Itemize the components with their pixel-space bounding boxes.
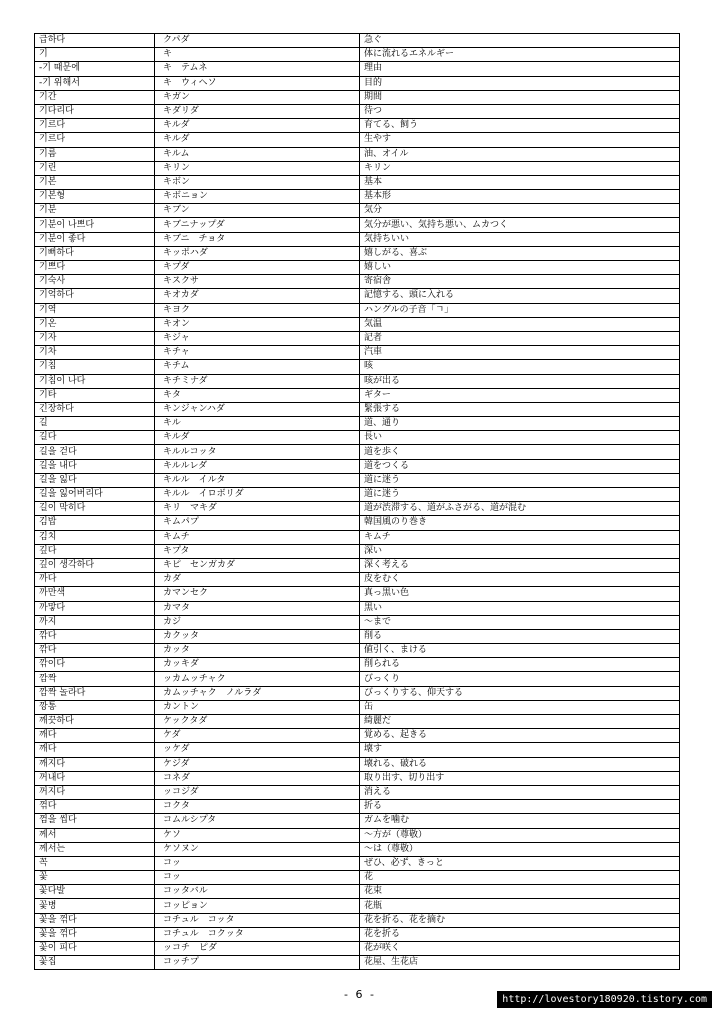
table-row	[35, 473, 680, 487]
katakana-reading-cell: カッタ	[155, 644, 360, 658]
korean-word-cell: 꺼내다	[35, 771, 155, 785]
korean-word-cell: 기역	[35, 303, 155, 317]
katakana-reading-cell: コッタバル	[155, 885, 360, 899]
table-row	[35, 785, 680, 799]
japanese-meaning-cell: 韓国風のり巻き	[360, 516, 680, 530]
korean-word-cell: 기본형	[35, 190, 155, 204]
table-row	[35, 502, 680, 516]
katakana-reading-cell: キスクサ	[155, 275, 360, 289]
korean-word-cell: 까만색	[35, 587, 155, 601]
katakana-reading-cell: キガン	[155, 90, 360, 104]
katakana-reading-cell: キルルレダ	[155, 459, 360, 473]
korean-word-cell: 기쁘다	[35, 261, 155, 275]
korean-word-cell: 길	[35, 417, 155, 431]
table-row	[35, 175, 680, 189]
korean-word-cell: 기린	[35, 161, 155, 175]
katakana-reading-cell: カダ	[155, 573, 360, 587]
korean-word-cell: 꽃	[35, 871, 155, 885]
japanese-meaning-cell: 花屋、生花店	[360, 956, 680, 970]
katakana-reading-cell: コチュル コクッタ	[155, 927, 360, 941]
japanese-meaning-cell: びっくりする、仰天する	[360, 686, 680, 700]
korean-word-cell: 깊다	[35, 544, 155, 558]
korean-word-cell: 길이 막히다	[35, 502, 155, 516]
katakana-reading-cell: キ ウィヘソ	[155, 76, 360, 90]
table-row	[35, 459, 680, 473]
katakana-reading-cell: キオン	[155, 317, 360, 331]
korean-word-cell: 깜짝	[35, 672, 155, 686]
katakana-reading-cell: キブニ チョタ	[155, 232, 360, 246]
katakana-reading-cell: ケダ	[155, 729, 360, 743]
japanese-meaning-cell: 花を折る、花を摘む	[360, 913, 680, 927]
korean-word-cell: 꼭	[35, 856, 155, 870]
korean-word-cell: 기본	[35, 175, 155, 189]
table-row	[35, 729, 680, 743]
katakana-reading-cell: キチム	[155, 360, 360, 374]
korean-word-cell: 꺾다	[35, 800, 155, 814]
katakana-reading-cell: キムパプ	[155, 516, 360, 530]
korean-word-cell: 까다	[35, 573, 155, 587]
japanese-meaning-cell: 壊れる、破れる	[360, 757, 680, 771]
korean-word-cell: 기차	[35, 346, 155, 360]
korean-word-cell: 깨지다	[35, 757, 155, 771]
japanese-meaning-cell: 真っ黒い色	[360, 587, 680, 601]
korean-word-cell: 깜짝 놀라다	[35, 686, 155, 700]
table-row	[35, 204, 680, 218]
korean-word-cell: 꽃다발	[35, 885, 155, 899]
table-row	[35, 147, 680, 161]
table-row	[35, 913, 680, 927]
table-row	[35, 743, 680, 757]
katakana-reading-cell: コムルシプタ	[155, 814, 360, 828]
japanese-meaning-cell: 綺麗だ	[360, 715, 680, 729]
katakana-reading-cell: キンジャンハダ	[155, 402, 360, 416]
table-row	[35, 431, 680, 445]
japanese-meaning-cell: 削られる	[360, 658, 680, 672]
katakana-reading-cell: コネダ	[155, 771, 360, 785]
table-row	[35, 388, 680, 402]
japanese-meaning-cell: 道が渋滞する、道がふさがる、道が混む	[360, 502, 680, 516]
katakana-reading-cell: キルル イルタ	[155, 473, 360, 487]
japanese-meaning-cell: 道に迷う	[360, 473, 680, 487]
katakana-reading-cell: キタ	[155, 388, 360, 402]
japanese-meaning-cell: 目的	[360, 76, 680, 90]
korean-word-cell: 깡통	[35, 700, 155, 714]
korean-word-cell: 기르다	[35, 119, 155, 133]
japanese-meaning-cell: 道を歩く	[360, 445, 680, 459]
japanese-meaning-cell: 気持ちいい	[360, 232, 680, 246]
korean-word-cell: 깎다	[35, 644, 155, 658]
table-row	[35, 956, 680, 970]
katakana-reading-cell: キジャ	[155, 331, 360, 345]
japanese-meaning-cell: 花束	[360, 885, 680, 899]
korean-word-cell: 기름	[35, 147, 155, 161]
japanese-meaning-cell: 道をつくる	[360, 459, 680, 473]
vocabulary-table-body	[35, 34, 680, 970]
japanese-meaning-cell: ハングルの子音「ㄱ」	[360, 303, 680, 317]
katakana-reading-cell: カントン	[155, 700, 360, 714]
korean-word-cell: 기타	[35, 388, 155, 402]
korean-word-cell: 꽃집	[35, 956, 155, 970]
japanese-meaning-cell: 花が咲く	[360, 942, 680, 956]
table-row	[35, 275, 680, 289]
korean-word-cell: 길을 걷다	[35, 445, 155, 459]
katakana-reading-cell: キル	[155, 417, 360, 431]
katakana-reading-cell: カッキダ	[155, 658, 360, 672]
katakana-reading-cell: クパダ	[155, 34, 360, 48]
japanese-meaning-cell: 覚める、起きる	[360, 729, 680, 743]
korean-word-cell: 긴장하다	[35, 402, 155, 416]
japanese-meaning-cell: 咳	[360, 360, 680, 374]
korean-word-cell: 급하다	[35, 34, 155, 48]
korean-word-cell: 기분	[35, 204, 155, 218]
korean-word-cell: 께서는	[35, 842, 155, 856]
table-row	[35, 927, 680, 941]
korean-word-cell: 기온	[35, 317, 155, 331]
table-row	[35, 573, 680, 587]
table-row	[35, 218, 680, 232]
table-row	[35, 417, 680, 431]
katakana-reading-cell: コッピョン	[155, 899, 360, 913]
katakana-reading-cell: キルダ	[155, 431, 360, 445]
table-row	[35, 587, 680, 601]
table-row	[35, 856, 680, 870]
japanese-meaning-cell: ギター	[360, 388, 680, 402]
korean-word-cell: 기	[35, 48, 155, 62]
katakana-reading-cell: キルルコッタ	[155, 445, 360, 459]
katakana-reading-cell: コクタ	[155, 800, 360, 814]
korean-word-cell: 까맣다	[35, 601, 155, 615]
korean-word-cell: 기자	[35, 331, 155, 345]
katakana-reading-cell: キルダ	[155, 133, 360, 147]
japanese-meaning-cell: 体に流れるエネルギー	[360, 48, 680, 62]
japanese-meaning-cell: 寄宿舎	[360, 275, 680, 289]
korean-word-cell: 기다리다	[35, 104, 155, 118]
table-row	[35, 800, 680, 814]
korean-word-cell: 기억하다	[35, 289, 155, 303]
vocabulary-table	[34, 33, 680, 970]
table-row	[35, 232, 680, 246]
japanese-meaning-cell: 〜は（尊敬）	[360, 842, 680, 856]
japanese-meaning-cell: 待つ	[360, 104, 680, 118]
katakana-reading-cell: キブニナップダ	[155, 218, 360, 232]
japanese-meaning-cell: キムチ	[360, 530, 680, 544]
katakana-reading-cell: コッ	[155, 856, 360, 870]
katakana-reading-cell: キチミナダ	[155, 374, 360, 388]
japanese-meaning-cell: ガムを噛む	[360, 814, 680, 828]
table-row	[35, 246, 680, 260]
korean-word-cell: 길을 잃어버리다	[35, 488, 155, 502]
table-row	[35, 757, 680, 771]
korean-word-cell: 깎이다	[35, 658, 155, 672]
japanese-meaning-cell: 皮をむく	[360, 573, 680, 587]
table-row	[35, 814, 680, 828]
table-row	[35, 133, 680, 147]
japanese-meaning-cell: 値引く、まける	[360, 644, 680, 658]
korean-word-cell: 껌을 씹다	[35, 814, 155, 828]
japanese-meaning-cell: 記憶する、頭に入れる	[360, 289, 680, 303]
japanese-meaning-cell: びっくり	[360, 672, 680, 686]
table-row	[35, 346, 680, 360]
source-url-badge: http://lovestory180920.tistory.com	[497, 991, 712, 1008]
japanese-meaning-cell: 花を折る	[360, 927, 680, 941]
japanese-meaning-cell: 道、通り	[360, 417, 680, 431]
japanese-meaning-cell: キリン	[360, 161, 680, 175]
japanese-meaning-cell: 緊張する	[360, 402, 680, 416]
table-row	[35, 445, 680, 459]
katakana-reading-cell: キブン	[155, 204, 360, 218]
table-row	[35, 90, 680, 104]
table-row	[35, 48, 680, 62]
katakana-reading-cell: キッポハダ	[155, 246, 360, 260]
table-row	[35, 161, 680, 175]
table-row	[35, 771, 680, 785]
table-row	[35, 672, 680, 686]
japanese-meaning-cell: 咳が出る	[360, 374, 680, 388]
table-row	[35, 34, 680, 48]
katakana-reading-cell: ッカムッチャク	[155, 672, 360, 686]
table-row	[35, 629, 680, 643]
japanese-meaning-cell: 〜方が（尊敬）	[360, 828, 680, 842]
table-row	[35, 686, 680, 700]
katakana-reading-cell: キリ マキダ	[155, 502, 360, 516]
table-row	[35, 544, 680, 558]
katakana-reading-cell: キルル イロボリダ	[155, 488, 360, 502]
japanese-meaning-cell: 壊す	[360, 743, 680, 757]
japanese-meaning-cell: 気温	[360, 317, 680, 331]
japanese-meaning-cell: 〜まで	[360, 615, 680, 629]
katakana-reading-cell: ケソヌン	[155, 842, 360, 856]
korean-word-cell: 기분이 나쁘다	[35, 218, 155, 232]
katakana-reading-cell: コッ	[155, 871, 360, 885]
korean-word-cell: 까지	[35, 615, 155, 629]
japanese-meaning-cell: 缶	[360, 700, 680, 714]
korean-word-cell: 길을 잃다	[35, 473, 155, 487]
japanese-meaning-cell: 記者	[360, 331, 680, 345]
japanese-meaning-cell: 花瓶	[360, 899, 680, 913]
japanese-meaning-cell: 基本	[360, 175, 680, 189]
katakana-reading-cell: コチュル コッタ	[155, 913, 360, 927]
katakana-reading-cell: キプタ	[155, 544, 360, 558]
table-row	[35, 658, 680, 672]
katakana-reading-cell: ケジダ	[155, 757, 360, 771]
table-row	[35, 119, 680, 133]
katakana-reading-cell: キボニョン	[155, 190, 360, 204]
katakana-reading-cell: キボン	[155, 175, 360, 189]
table-row	[35, 871, 680, 885]
japanese-meaning-cell: 嬉しがる、喜ぶ	[360, 246, 680, 260]
korean-word-cell: 꺼지다	[35, 785, 155, 799]
table-row	[35, 644, 680, 658]
japanese-meaning-cell: 汽車	[360, 346, 680, 360]
korean-word-cell: 기르다	[35, 133, 155, 147]
korean-word-cell: 기분이 좋다	[35, 232, 155, 246]
korean-word-cell: 깊이 생각하다	[35, 558, 155, 572]
korean-word-cell: 기숙사	[35, 275, 155, 289]
korean-word-cell: 꽃을 꺾다	[35, 927, 155, 941]
katakana-reading-cell: キダリダ	[155, 104, 360, 118]
korean-word-cell: -기 위해서	[35, 76, 155, 90]
table-row	[35, 331, 680, 345]
katakana-reading-cell: キルダ	[155, 119, 360, 133]
page-number: - 6 -	[344, 988, 376, 1001]
katakana-reading-cell: コッチプ	[155, 956, 360, 970]
korean-word-cell: 김밥	[35, 516, 155, 530]
katakana-reading-cell: キムチ	[155, 530, 360, 544]
korean-word-cell: 깨다	[35, 729, 155, 743]
japanese-meaning-cell: 急ぐ	[360, 34, 680, 48]
katakana-reading-cell: キルム	[155, 147, 360, 161]
katakana-reading-cell: カマタ	[155, 601, 360, 615]
table-row	[35, 842, 680, 856]
japanese-meaning-cell: 深く考える	[360, 558, 680, 572]
table-row	[35, 374, 680, 388]
katakana-reading-cell: キヨク	[155, 303, 360, 317]
katakana-reading-cell: ケソ	[155, 828, 360, 842]
japanese-meaning-cell: 長い	[360, 431, 680, 445]
korean-word-cell: 기침이 나다	[35, 374, 155, 388]
korean-word-cell: 깨끗하다	[35, 715, 155, 729]
table-row	[35, 615, 680, 629]
table-row	[35, 885, 680, 899]
korean-word-cell: 깨다	[35, 743, 155, 757]
table-row	[35, 360, 680, 374]
katakana-reading-cell: ッケダ	[155, 743, 360, 757]
katakana-reading-cell: キ	[155, 48, 360, 62]
table-row	[35, 558, 680, 572]
table-row	[35, 700, 680, 714]
japanese-meaning-cell: 期間	[360, 90, 680, 104]
japanese-meaning-cell: 生やす	[360, 133, 680, 147]
japanese-meaning-cell: 花	[360, 871, 680, 885]
katakana-reading-cell: キチャ	[155, 346, 360, 360]
table-row	[35, 516, 680, 530]
katakana-reading-cell: カマンセク	[155, 587, 360, 601]
korean-word-cell: 길을 내다	[35, 459, 155, 473]
table-row	[35, 317, 680, 331]
table-row	[35, 942, 680, 956]
korean-word-cell: 길다	[35, 431, 155, 445]
korean-word-cell: 꽃이 피다	[35, 942, 155, 956]
table-row	[35, 190, 680, 204]
korean-word-cell: 기침	[35, 360, 155, 374]
katakana-reading-cell: カムッチャク ノルラダ	[155, 686, 360, 700]
japanese-meaning-cell: 基本形	[360, 190, 680, 204]
table-row	[35, 488, 680, 502]
katakana-reading-cell: キリン	[155, 161, 360, 175]
katakana-reading-cell: ッコチ ピダ	[155, 942, 360, 956]
table-row	[35, 899, 680, 913]
japanese-meaning-cell: 育てる、飼う	[360, 119, 680, 133]
japanese-meaning-cell: 理由	[360, 62, 680, 76]
japanese-meaning-cell: ぜひ、必ず、きっと	[360, 856, 680, 870]
japanese-meaning-cell: 油、オイル	[360, 147, 680, 161]
katakana-reading-cell: キオカダ	[155, 289, 360, 303]
japanese-meaning-cell: 深い	[360, 544, 680, 558]
japanese-meaning-cell: 気分	[360, 204, 680, 218]
japanese-meaning-cell: 気分が悪い、気持ち悪い、ムカつく	[360, 218, 680, 232]
korean-word-cell: 꽃을 꺾다	[35, 913, 155, 927]
japanese-meaning-cell: 消える	[360, 785, 680, 799]
katakana-reading-cell: キプダ	[155, 261, 360, 275]
table-row	[35, 828, 680, 842]
table-row	[35, 104, 680, 118]
table-row	[35, 715, 680, 729]
table-row	[35, 402, 680, 416]
table-row	[35, 601, 680, 615]
japanese-meaning-cell: 道に迷う	[360, 488, 680, 502]
korean-word-cell: 꽃병	[35, 899, 155, 913]
korean-word-cell: 기뻐하다	[35, 246, 155, 260]
korean-word-cell: 기간	[35, 90, 155, 104]
table-row	[35, 76, 680, 90]
katakana-reading-cell: キ テムネ	[155, 62, 360, 76]
korean-word-cell: 김치	[35, 530, 155, 544]
japanese-meaning-cell: 削る	[360, 629, 680, 643]
korean-word-cell: 께서	[35, 828, 155, 842]
table-row	[35, 303, 680, 317]
katakana-reading-cell: ケックタダ	[155, 715, 360, 729]
japanese-meaning-cell: 嬉しい	[360, 261, 680, 275]
korean-word-cell: 깎다	[35, 629, 155, 643]
table-row	[35, 530, 680, 544]
japanese-meaning-cell: 折る	[360, 800, 680, 814]
katakana-reading-cell: キピ センガカダ	[155, 558, 360, 572]
japanese-meaning-cell: 黒い	[360, 601, 680, 615]
korean-word-cell: -기 때문에	[35, 62, 155, 76]
japanese-meaning-cell: 取り出す、切り出す	[360, 771, 680, 785]
table-row	[35, 261, 680, 275]
katakana-reading-cell: カクッタ	[155, 629, 360, 643]
katakana-reading-cell: ッコジダ	[155, 785, 360, 799]
table-row	[35, 62, 680, 76]
katakana-reading-cell: カジ	[155, 615, 360, 629]
table-row	[35, 289, 680, 303]
